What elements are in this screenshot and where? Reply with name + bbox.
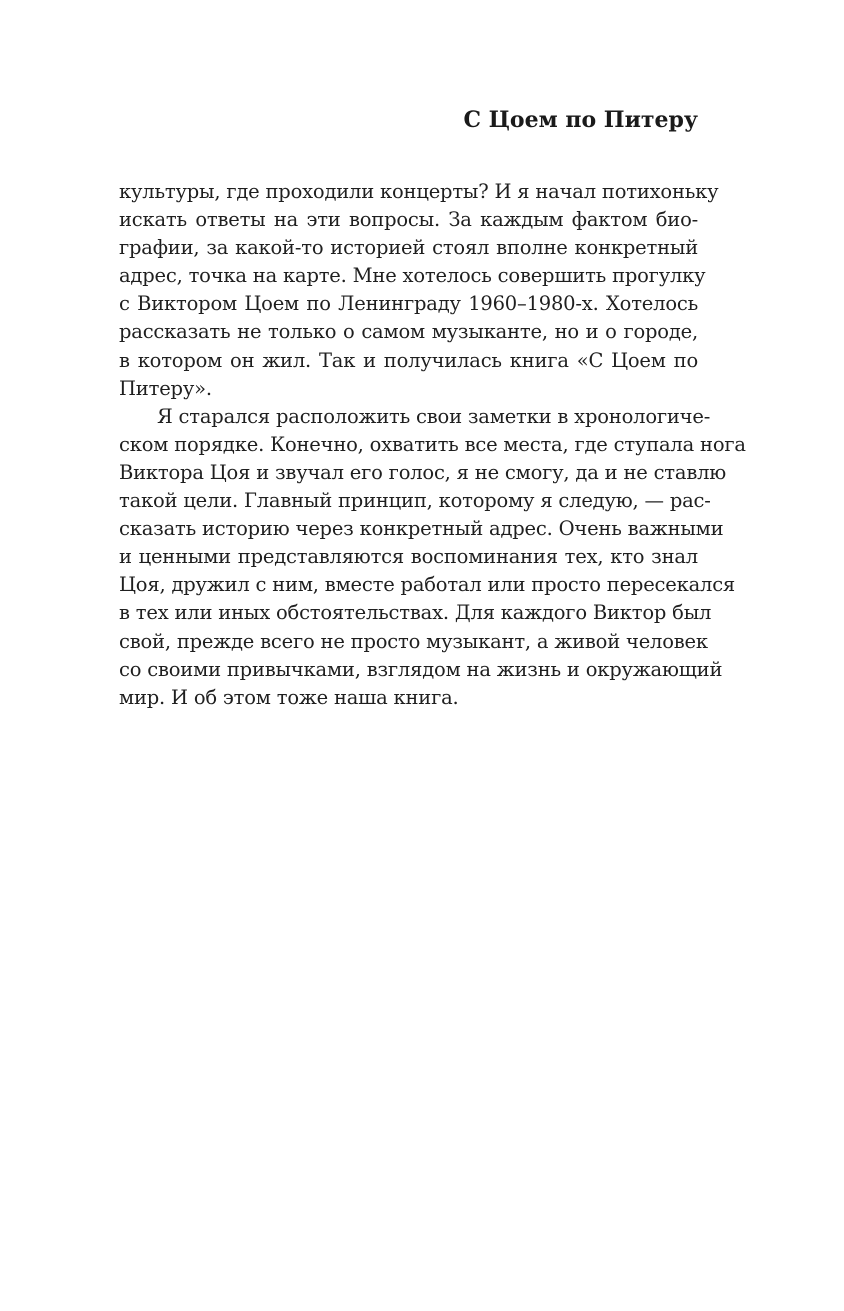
text-line: в тех или иных обстоятельствах. Для каждого Виктор был xyxy=(119,601,712,625)
text-line: рассказать не только о самом музыканте, но и о городе, xyxy=(119,320,698,344)
text-line: графии, за какой-то историей стоял вполне конкретный xyxy=(119,236,698,260)
text-line: искать ответы на эти вопросы. За каждым фактом био- xyxy=(119,208,698,232)
running-head: С Цоем по Питеру xyxy=(463,107,698,133)
text-line: Я старался расположить свои заметки в хронологиче- xyxy=(157,404,711,428)
text-line: с Виктором Цоем по Ленинграду 1960–1980-х. Хотелось xyxy=(119,292,698,316)
text-line: адрес, точка на карте. Мне хотелось совершить прогулку xyxy=(119,264,706,288)
text-line: мир. И об этом тоже наша книга. xyxy=(119,685,459,709)
text-line: со своими привычками, взглядом на жизнь и окружающий xyxy=(119,657,723,681)
text-line: свой, прежде всего не просто музыкант, а живой человек xyxy=(119,629,708,653)
body-text xyxy=(119,178,746,712)
text-line: Виктора Цоя и звучал его голос, я не смогу, да и не ставлю xyxy=(119,460,727,484)
text-line: ском порядке. Конечно, охватить все места, где ступала нога xyxy=(119,432,746,456)
text-line: Цоя, дружил с ним, вместе работал или просто пересекался xyxy=(119,573,736,597)
text-line: такой цели. Главный принцип, которому я следую, — рас- xyxy=(119,489,711,513)
text-line: культуры, где проходили концерты? И я начал потихоньку xyxy=(119,180,719,203)
text-line: в котором он жил. Так и получилась книга «С Цоем по xyxy=(119,348,698,372)
text-line: и ценными представляются воспоминания тех, кто знал xyxy=(119,545,698,569)
text-line: Питеру». xyxy=(119,376,212,400)
text-line: сказать историю через конкретный адрес. Очень важными xyxy=(119,517,724,541)
